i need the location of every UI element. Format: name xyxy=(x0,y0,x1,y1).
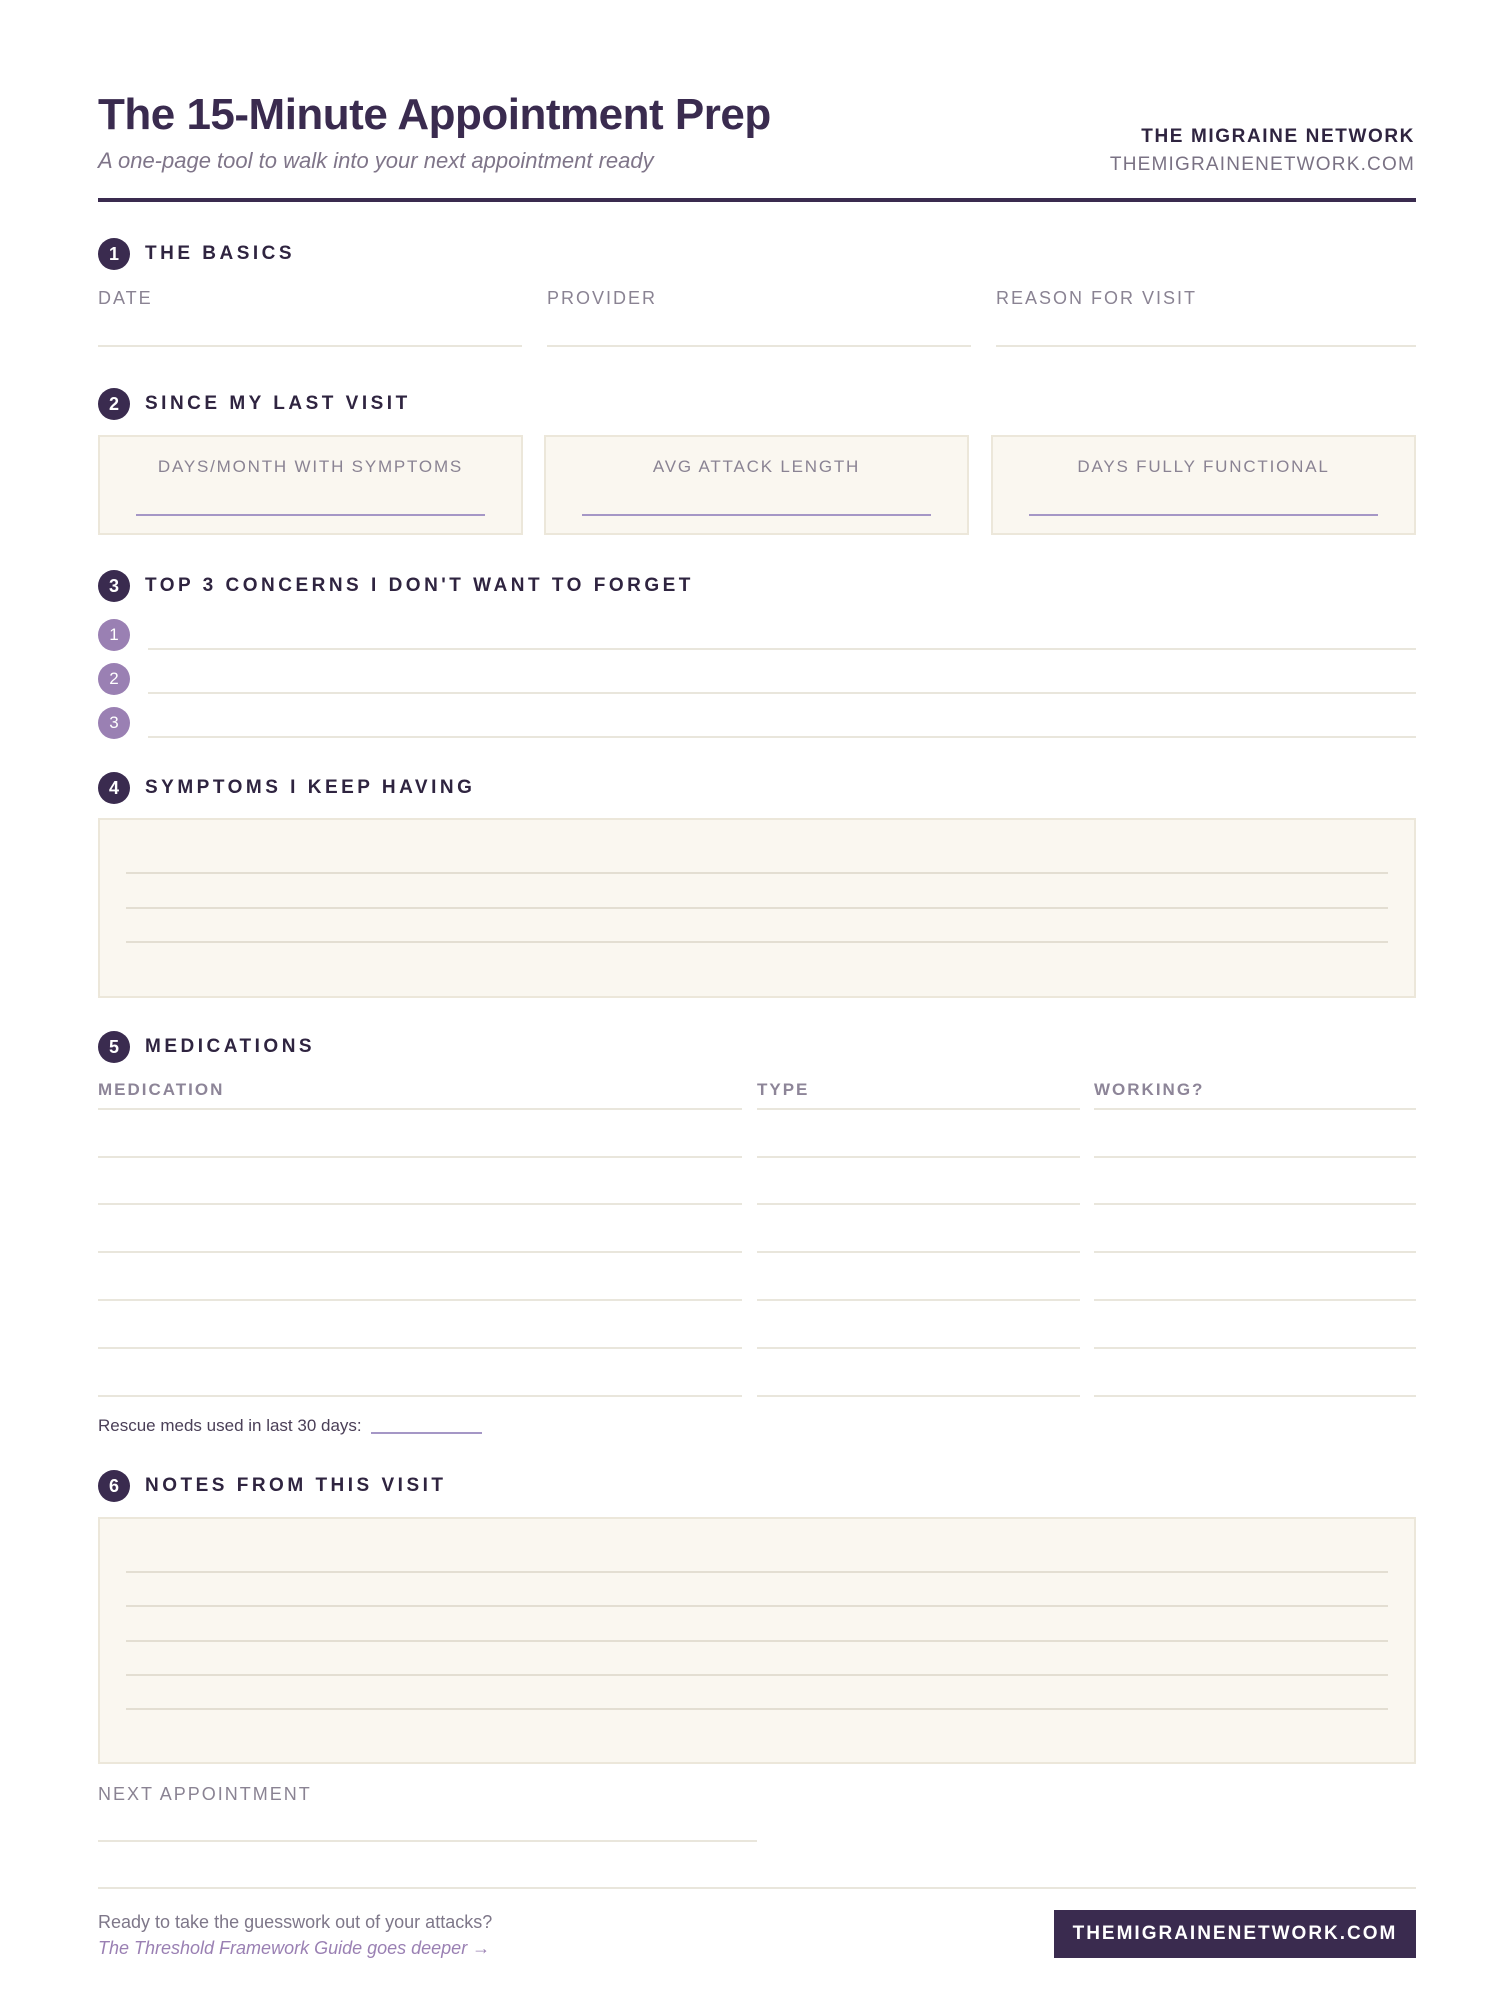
reason-label: REASON FOR VISIT xyxy=(996,288,1198,308)
write-line xyxy=(126,872,1388,874)
write-line xyxy=(126,1674,1388,1676)
type-column-header: TYPE xyxy=(757,1080,810,1099)
section-notes-heading xyxy=(98,1470,447,1502)
section-title: NOTES FROM THIS VISIT xyxy=(145,1475,447,1496)
section-title: THE BASICS xyxy=(145,243,296,264)
medication-row-field[interactable] xyxy=(98,1395,742,1397)
reason-field[interactable] xyxy=(996,345,1416,347)
section-title: MEDICATIONS xyxy=(145,1036,316,1057)
next-appointment-field[interactable] xyxy=(98,1840,757,1842)
stat-label: AVG ATTACK LENGTH xyxy=(652,457,861,476)
functional-days-field[interactable] xyxy=(1029,514,1378,516)
write-line xyxy=(126,1571,1388,1573)
medication-column-header: MEDICATION xyxy=(98,1080,225,1099)
section-basics-heading xyxy=(98,238,295,270)
provider-field[interactable] xyxy=(547,345,971,347)
rescue-meds-label: Rescue meds used in last 30 days: xyxy=(98,1416,362,1435)
medication-row-field[interactable] xyxy=(757,1156,1080,1158)
section-number-badge: 6 xyxy=(98,1470,130,1502)
write-line xyxy=(126,1640,1388,1642)
visit-notes-textarea[interactable] xyxy=(98,1517,1416,1764)
provider-label: PROVIDER xyxy=(547,288,658,308)
concern-field-3[interactable] xyxy=(148,736,1416,738)
date-field[interactable] xyxy=(98,345,522,347)
functional-days-box xyxy=(991,435,1416,535)
footer-guide-link[interactable]: The Threshold Framework Guide goes deeper → xyxy=(98,1938,491,1958)
medication-row-field[interactable] xyxy=(98,1251,742,1253)
medication-row-field[interactable] xyxy=(757,1395,1080,1397)
column-header-rule xyxy=(1094,1108,1416,1110)
write-line xyxy=(126,1605,1388,1607)
medication-row-field[interactable] xyxy=(98,1156,742,1158)
page-title: The 15-Minute Appointment Prep xyxy=(98,90,771,139)
section-number-badge: 4 xyxy=(98,772,130,804)
brand-name: THE MIGRAINE NETWORK xyxy=(1141,126,1415,147)
section-title: SINCE MY LAST VISIT xyxy=(145,393,411,414)
website-button[interactable]: THEMIGRAINENETWORK.COM xyxy=(1054,1910,1416,1958)
stat-label: DAYS FULLY FUNCTIONAL xyxy=(1077,457,1330,476)
column-header-rule xyxy=(98,1108,742,1110)
footer-cta-text: Ready to take the guesswork out of your attacks? xyxy=(98,1912,493,1932)
brand-url: THEMIGRAINENETWORK.COM xyxy=(1109,154,1415,175)
section-number-badge: 3 xyxy=(98,570,130,602)
concern-number-badge: 1 xyxy=(98,619,130,651)
section-title: TOP 3 CONCERNS I DON'T WANT TO FORGET xyxy=(145,575,694,596)
medication-row-field[interactable] xyxy=(1094,1395,1416,1397)
footer-divider xyxy=(98,1887,1416,1889)
medication-row-field[interactable] xyxy=(1094,1251,1416,1253)
date-label: DATE xyxy=(98,288,153,308)
section-symptoms-heading xyxy=(98,772,475,804)
section-title: SYMPTOMS I KEEP HAVING xyxy=(145,777,476,798)
medication-row-field[interactable] xyxy=(757,1251,1080,1253)
symptoms-textarea[interactable] xyxy=(98,818,1416,998)
section-number-badge: 2 xyxy=(98,388,130,420)
medication-row-field[interactable] xyxy=(757,1347,1080,1349)
medication-row-field[interactable] xyxy=(1094,1347,1416,1349)
write-line xyxy=(126,941,1388,943)
symptom-days-box xyxy=(98,435,523,535)
medication-row-field[interactable] xyxy=(1094,1299,1416,1301)
concern-number-badge: 2 xyxy=(98,663,130,695)
next-appointment-label: NEXT APPOINTMENT xyxy=(98,1784,312,1804)
symptom-days-field[interactable] xyxy=(136,514,485,516)
medication-row-field[interactable] xyxy=(1094,1203,1416,1205)
medication-row-field[interactable] xyxy=(98,1299,742,1301)
page-subtitle: A one-page tool to walk into your next appointment ready xyxy=(98,148,654,173)
section-since-heading xyxy=(98,388,411,420)
concern-field-2[interactable] xyxy=(148,692,1416,694)
stat-label: DAYS/MONTH WITH SYMPTOMS xyxy=(157,457,464,476)
working-column-header: WORKING? xyxy=(1094,1080,1205,1099)
header-divider xyxy=(98,198,1416,202)
attack-length-field[interactable] xyxy=(582,514,931,516)
attack-length-box xyxy=(544,435,969,535)
write-line xyxy=(126,1708,1388,1710)
medication-row-field[interactable] xyxy=(1094,1156,1416,1158)
medication-row-field[interactable] xyxy=(757,1203,1080,1205)
section-number-badge: 1 xyxy=(98,238,130,270)
rescue-meds-field[interactable] xyxy=(371,1432,482,1434)
section-concerns-heading xyxy=(98,570,694,602)
medication-row-field[interactable] xyxy=(98,1203,742,1205)
column-header-rule xyxy=(757,1108,1080,1110)
section-number-badge: 5 xyxy=(98,1031,130,1063)
concern-number-badge: 3 xyxy=(98,707,130,739)
medication-row-field[interactable] xyxy=(757,1299,1080,1301)
write-line xyxy=(126,907,1388,909)
medication-row-field[interactable] xyxy=(98,1347,742,1349)
concern-field-1[interactable] xyxy=(148,648,1416,650)
section-medications-heading xyxy=(98,1031,315,1063)
